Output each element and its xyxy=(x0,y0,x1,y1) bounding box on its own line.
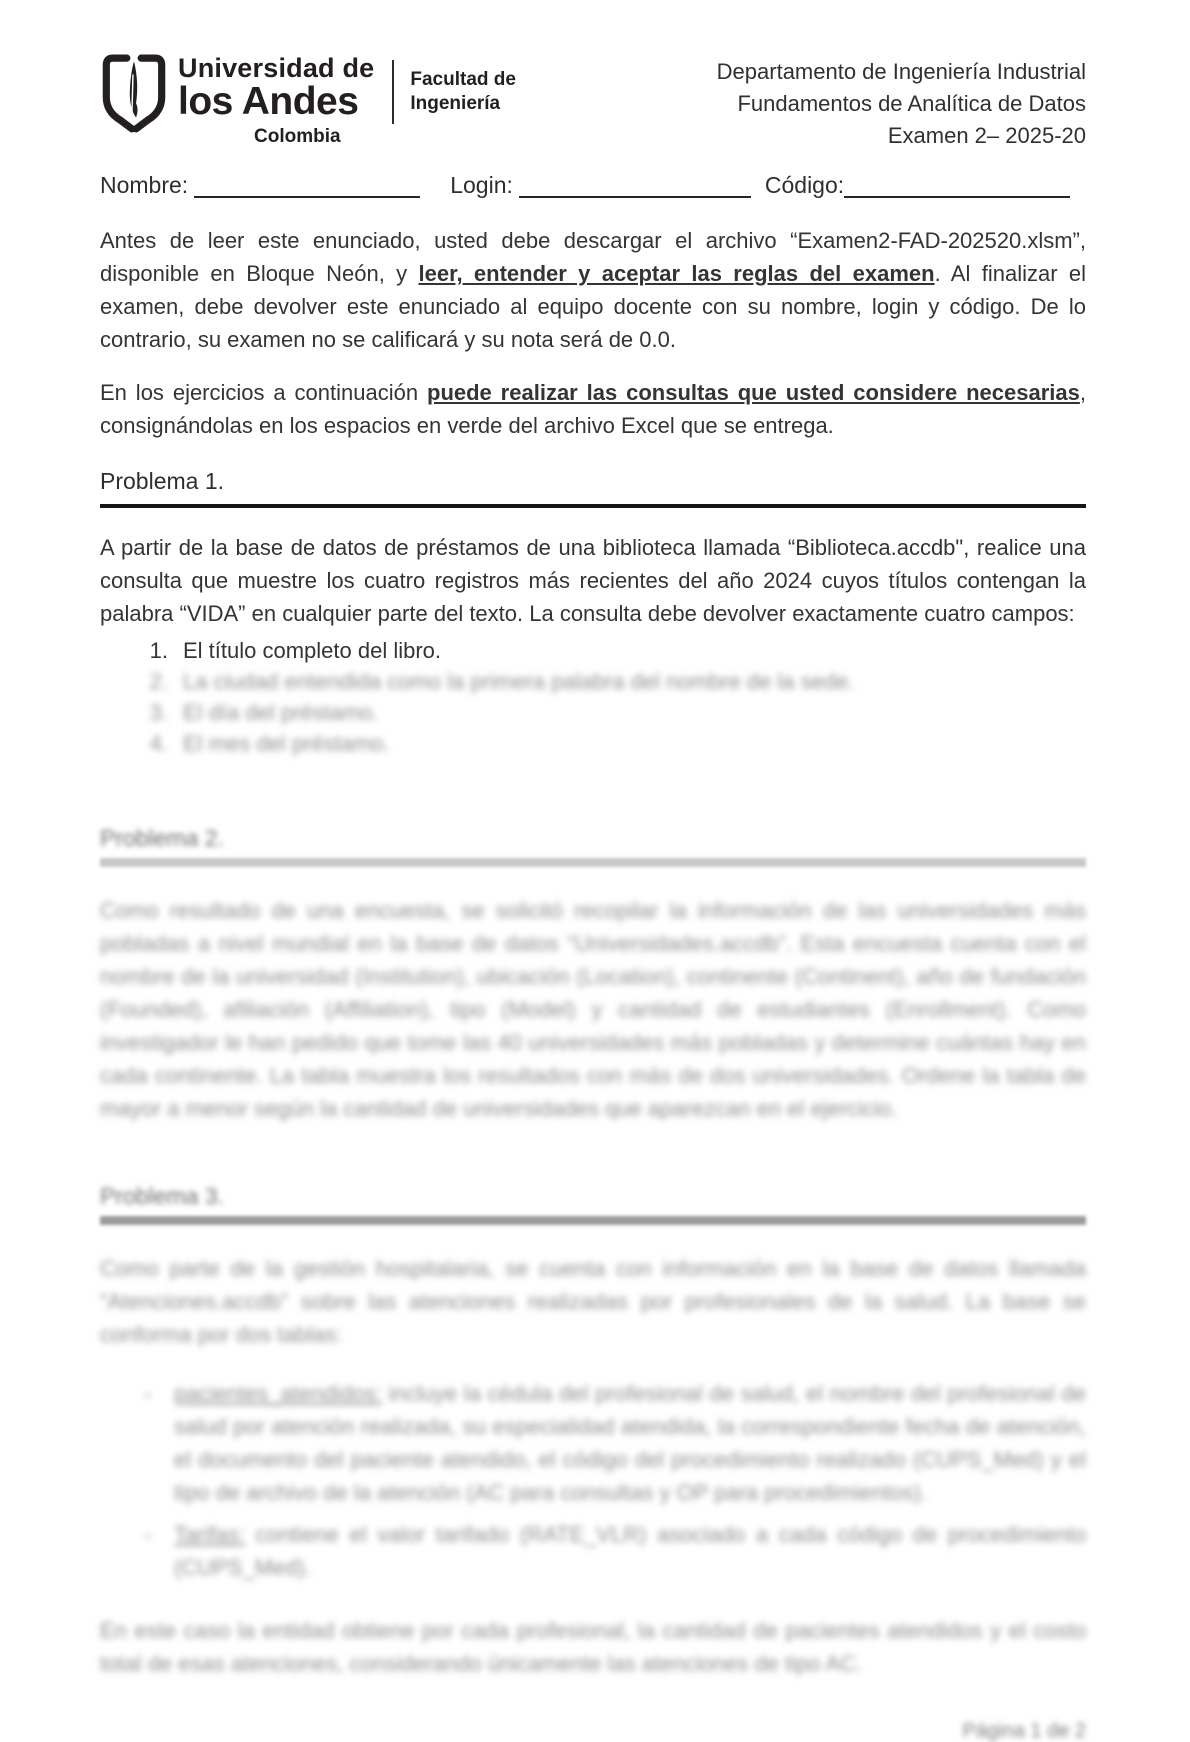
problema-2-body-redacted: Como resultado de una encuesta, se solicitó recopilar la información de las universidades más pobladas a nivel mundial en la base de datos “Universidades.accdb”. Esta encuesta cuenta con el nombre de la universidad (Institution), ubicación (Location), continente (Continent), año de fundación (Founded), afiliación (Affiliation), tipo (Model) y cantidad de estudiantes (Enrollment). Como investigador le han pedido que tome las 40 universidades más pobladas y determine cuántas hay en cada continente. La tabla muestra los resultados con más de dos universidades. Ordene la tabla de mayor a menor según la cantidad de universidades que aparezcan en el ejercicio. xyxy=(100,898,1086,1121)
faculty-line2: Ingeniería xyxy=(410,93,501,114)
bullet-dash: - xyxy=(144,1522,152,1547)
bullet-rest: contiene el valor tarifado (RATE_VLR) asociado a cada código de procedimiento (CUPS_Med). xyxy=(174,1522,1086,1580)
bullet-text xyxy=(174,1377,1086,1509)
problema-1-title: Problema 1. xyxy=(100,468,225,494)
list-item-number: 4. xyxy=(149,731,168,756)
wordmark-line2: los Andes xyxy=(178,80,359,123)
university-brand xyxy=(100,54,516,148)
wordmark-country: Colombia xyxy=(254,126,341,147)
page-number: Página 1 de 2 xyxy=(962,1720,1086,1742)
problema-2-title: Problema 2. xyxy=(100,825,225,851)
list-item-number: 1. xyxy=(149,638,168,663)
intro-p1-emphasis: leer, entender y aceptar las reglas del examen xyxy=(418,261,935,286)
login-label: Login: xyxy=(450,172,513,198)
bullet-item-redacted xyxy=(100,1377,1086,1509)
course-line: Fundamentos de Analítica de Datos xyxy=(737,91,1086,116)
problema-1-section xyxy=(100,468,1086,759)
uniandes-shield-icon xyxy=(100,54,168,134)
bullet-text xyxy=(174,1518,1086,1584)
department-line: Departamento de Ingeniería Industrial xyxy=(716,59,1086,84)
intro-paragraph-1 xyxy=(100,224,1086,356)
codigo-blank-line xyxy=(844,173,1070,198)
problema-3-section xyxy=(100,1183,1086,1680)
intro-p2-emphasis: puede realizar las consultas que usted considere necesarias xyxy=(427,380,1080,405)
intro-p1-after: . Al finalizar el examen, debe devolver este enunciado al equipo docente con su nombre, login y código. De lo contrario, su examen no se calificará y su nota será de 0.0. xyxy=(100,261,1087,352)
brand-divider xyxy=(392,60,394,124)
list-item-redacted xyxy=(100,697,1086,728)
problema-2-rule xyxy=(100,858,1086,867)
list-item-number: 3. xyxy=(149,700,168,725)
list-item-number: 2. xyxy=(149,669,168,694)
bullet-dash: - xyxy=(144,1381,152,1406)
list-item-text: El día del préstamo. xyxy=(183,700,379,725)
login-blank-line xyxy=(519,173,751,198)
nombre-label: Nombre: xyxy=(100,172,189,198)
list-item-text: El mes del préstamo. xyxy=(183,731,390,756)
problema-3-closing-redacted: En este caso la entidad obtiene por cada profesional, la cantidad de pacientes atendidos y el costo total de esas atenciones, considerando únicamente las atenciones de tipo AC. xyxy=(100,1618,1086,1676)
list-item-text: La ciudad entendida como la primera palabra del nombre de la sede. xyxy=(183,669,855,694)
problema-3-rule xyxy=(100,1216,1086,1225)
student-fields-row xyxy=(100,172,1086,198)
faculty-line1: Facultad de xyxy=(410,69,516,90)
problema-1-rule xyxy=(100,504,1086,508)
university-wordmark xyxy=(178,54,374,148)
intro-paragraph-2 xyxy=(100,376,1086,442)
document-header xyxy=(100,54,1086,152)
nombre-blank-line xyxy=(194,173,420,198)
course-info xyxy=(717,56,1086,152)
bullet-lead-underlined: Tarifas: xyxy=(174,1522,245,1547)
problema-3-title: Problema 3. xyxy=(100,1183,225,1209)
list-item-redacted xyxy=(100,728,1086,759)
intro-p2-after: , consignándolas en los espacios en verde del archivo Excel que se entrega. xyxy=(100,380,1087,438)
list-item-redacted xyxy=(100,666,1086,697)
list-item xyxy=(100,635,1086,666)
intro-p2-before: En los ejercicios a continuación xyxy=(100,380,427,405)
problema-3-bullet-list xyxy=(100,1377,1086,1584)
codigo-label: Código: xyxy=(764,172,845,198)
bullet-lead-underlined: pacientes_atendidos: xyxy=(174,1381,382,1406)
intro-p1-before: Antes de leer este enunciado, usted debe descargar el archivo “Examen2-FAD-202520.xlsm”, disponible en Bloque Neón, y xyxy=(100,228,1086,286)
exam-line: Examen 2– 2025-20 xyxy=(887,123,1086,148)
problema-2-section xyxy=(100,825,1086,1125)
bullet-rest: incluye la cédula del profesional de salud, el nombre del profesional de salud por atención realizada, su especialidad atendida, la correspondiente fecha de atención, el documento del paciente atendido, el código del procedimiento realizado (CUPS_Med) y el tipo de archivo de la atención (AC para consultas y OP para procedimientos). xyxy=(174,1381,1086,1505)
bullet-item-redacted xyxy=(100,1518,1086,1584)
problema-3-body-redacted: Como parte de la gestión hospitalaria, se cuenta con información en la base de datos llamada “Atenciones.accdb” sobre las atenciones realizadas por profesionales de la salud. La base se conforma por dos tablas: xyxy=(100,1256,1086,1347)
wordmark-line1: Universidad de xyxy=(178,53,375,83)
faculty-name xyxy=(410,68,516,116)
problema-1-body: A partir de la base de datos de préstamos de una biblioteca llamada “Biblioteca.accdb", realice una consulta que muestre los cuatro registros más recientes del año 2024 cuyos títulos contengan la palabra “VIDA” en cualquier parte del texto. La consulta debe devolver exactamente cuatro campos: xyxy=(100,535,1086,626)
list-item-text: El título completo del libro. xyxy=(183,638,442,663)
problema-1-list xyxy=(100,635,1086,759)
